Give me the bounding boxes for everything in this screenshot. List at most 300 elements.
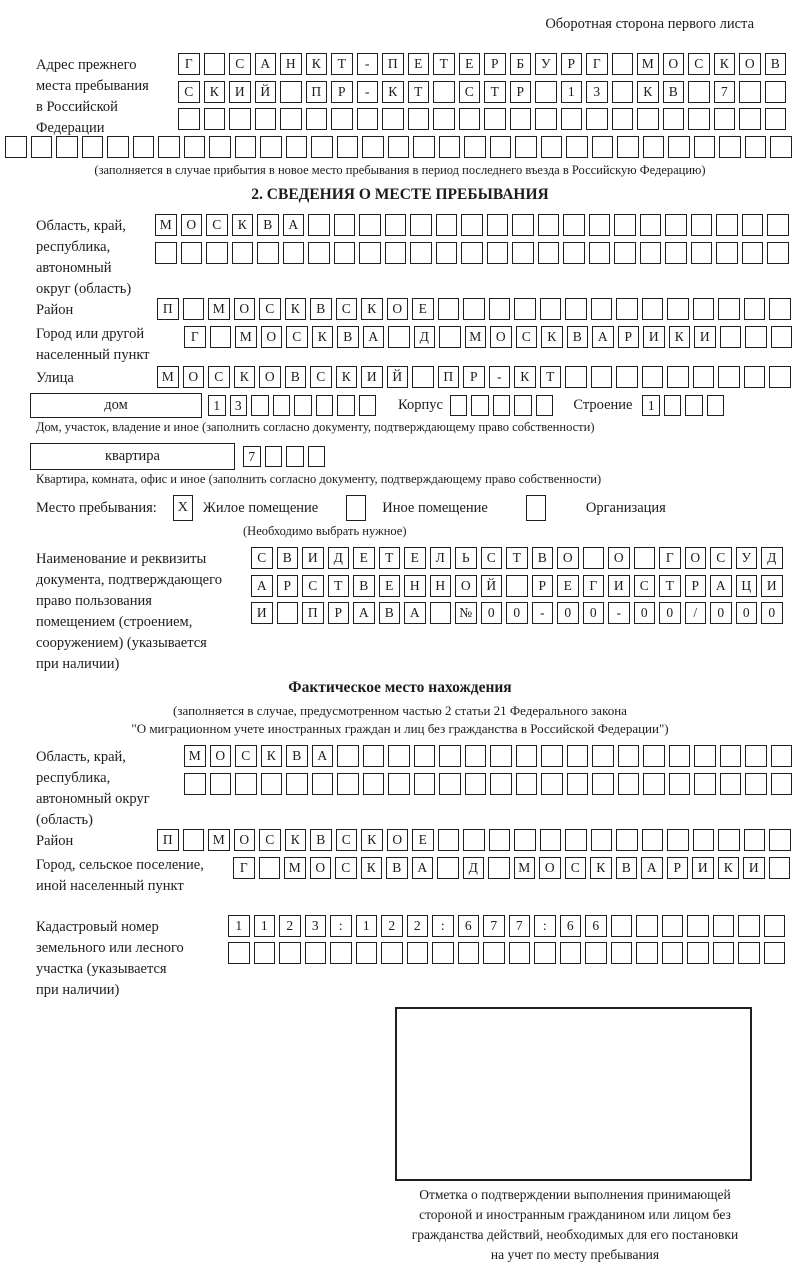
char-box bbox=[535, 108, 557, 130]
char-box bbox=[408, 108, 430, 130]
s3-raion-row bbox=[157, 829, 800, 851]
char-box bbox=[744, 829, 766, 851]
document-label: Наименование и реквизиты документа, подтверждающего право пользования помещением (строением, сооружением) (указывается при наличии) bbox=[36, 551, 222, 672]
char-box bbox=[5, 136, 27, 158]
prev-address-row-2 bbox=[178, 81, 800, 103]
char-box: С bbox=[336, 829, 358, 851]
char-box: 7 bbox=[483, 915, 505, 937]
char-box bbox=[667, 366, 689, 388]
char-box bbox=[560, 942, 582, 964]
char-box: С bbox=[229, 53, 251, 75]
char-box: Е bbox=[557, 575, 579, 597]
char-box bbox=[637, 108, 659, 130]
char-box: Н bbox=[280, 53, 302, 75]
char-box: Т bbox=[659, 575, 681, 597]
char-box bbox=[316, 395, 334, 416]
char-box bbox=[745, 326, 767, 348]
char-box bbox=[714, 108, 736, 130]
char-box bbox=[563, 242, 585, 264]
s2-oblast-label: Область, край, республика, автономный округ (область) bbox=[36, 218, 132, 297]
char-box bbox=[255, 108, 277, 130]
char-box bbox=[739, 81, 761, 103]
char-box bbox=[430, 602, 452, 624]
char-box bbox=[283, 242, 305, 264]
char-box: К bbox=[382, 81, 404, 103]
char-box: О bbox=[539, 857, 561, 879]
char-box bbox=[538, 214, 560, 236]
char-box bbox=[235, 773, 257, 795]
char-box: 3 bbox=[230, 395, 248, 416]
char-box bbox=[586, 108, 608, 130]
stamp-caption: Отметка о подтверждении выполнения принимающей стороной и иностранным гражданином или лицом без гражданства действий, необходимых для его постановки на учет по месту пребывания bbox=[411, 1186, 739, 1262]
char-box bbox=[155, 242, 177, 264]
char-box: В bbox=[663, 81, 685, 103]
char-box bbox=[515, 136, 537, 158]
char-box: М bbox=[235, 326, 257, 348]
char-box bbox=[436, 214, 458, 236]
stamp-area bbox=[395, 1007, 752, 1181]
s3-oblast-group bbox=[0, 745, 800, 829]
char-box bbox=[745, 745, 767, 767]
char-box: Е bbox=[412, 829, 434, 851]
char-box: И bbox=[692, 857, 714, 879]
char-box bbox=[490, 136, 512, 158]
char-box bbox=[516, 745, 538, 767]
char-box bbox=[184, 136, 206, 158]
char-box bbox=[308, 214, 330, 236]
char-box: К bbox=[514, 366, 536, 388]
char-box bbox=[385, 242, 407, 264]
char-box: Е bbox=[459, 53, 481, 75]
s2-gorod-row bbox=[184, 326, 800, 348]
prev-address-row-1 bbox=[178, 53, 800, 75]
char-box: Ь bbox=[455, 547, 477, 569]
char-box bbox=[337, 773, 359, 795]
char-box bbox=[764, 942, 786, 964]
s3-oblast-label: Область, край, республика, автономный округ (область) bbox=[36, 749, 150, 828]
mesto-label: Место пребывания: bbox=[36, 499, 157, 516]
char-box bbox=[769, 298, 791, 320]
prev-address-note: (заполняется в случае прибытия в новое место пребывания в период последнего въезда в Российскую Федерацию) bbox=[94, 163, 706, 177]
char-box bbox=[693, 366, 715, 388]
char-box: О bbox=[557, 547, 579, 569]
s2-raion-label: Район bbox=[36, 302, 74, 318]
char-box: В bbox=[567, 326, 589, 348]
char-box bbox=[407, 942, 429, 964]
char-box bbox=[279, 942, 301, 964]
char-box bbox=[414, 745, 436, 767]
char-box bbox=[178, 108, 200, 130]
char-box bbox=[720, 745, 742, 767]
char-box: К bbox=[361, 857, 383, 879]
char-box bbox=[183, 829, 205, 851]
char-box: О bbox=[387, 829, 409, 851]
kadastr-label: Кадастровый номер земельного или лесного участка (указывается при наличии) bbox=[36, 918, 184, 998]
char-box: / bbox=[685, 602, 707, 624]
char-box bbox=[294, 395, 312, 416]
section3-note-2: "О миграционном учете иностранных граждан и лиц без гражданства в Российской Федерации") bbox=[131, 721, 669, 736]
char-box bbox=[685, 395, 703, 416]
prev-address-label: Адрес прежнего места пребывания в Российской Федерации bbox=[36, 57, 149, 136]
char-box: А bbox=[412, 857, 434, 879]
char-box bbox=[592, 136, 614, 158]
char-box: В bbox=[337, 326, 359, 348]
char-box: Д bbox=[414, 326, 436, 348]
char-box bbox=[337, 136, 359, 158]
char-box: 0 bbox=[736, 602, 758, 624]
char-box: О bbox=[739, 53, 761, 75]
char-box bbox=[331, 108, 353, 130]
char-box: 7 bbox=[243, 446, 261, 467]
char-box: С bbox=[235, 745, 257, 767]
char-box: О bbox=[234, 298, 256, 320]
char-box: С bbox=[688, 53, 710, 75]
char-box bbox=[484, 108, 506, 130]
s2-dom-row bbox=[30, 393, 800, 418]
char-box bbox=[718, 829, 740, 851]
char-box bbox=[643, 773, 665, 795]
kvartira-caption: Квартира, комната, офис и иное (заполнить согласно документу, подтверждающему право собственности) bbox=[36, 472, 602, 486]
char-box: О bbox=[259, 366, 281, 388]
char-box bbox=[305, 942, 327, 964]
char-box bbox=[204, 108, 226, 130]
char-box bbox=[382, 108, 404, 130]
char-box bbox=[583, 547, 605, 569]
char-box bbox=[439, 136, 461, 158]
char-box bbox=[636, 915, 658, 937]
char-box: А bbox=[251, 575, 273, 597]
char-box: У bbox=[736, 547, 758, 569]
char-box: С bbox=[251, 547, 273, 569]
char-box bbox=[450, 395, 468, 416]
char-box: К bbox=[361, 298, 383, 320]
char-box: П bbox=[382, 53, 404, 75]
char-box bbox=[330, 942, 352, 964]
char-box bbox=[642, 829, 664, 851]
char-box: Б bbox=[510, 53, 532, 75]
char-box bbox=[636, 942, 658, 964]
char-box: 1 bbox=[642, 395, 660, 416]
char-box: К bbox=[541, 326, 563, 348]
char-box bbox=[538, 242, 560, 264]
char-box bbox=[612, 108, 634, 130]
kvartira-boxes bbox=[243, 446, 325, 467]
char-box: - bbox=[608, 602, 630, 624]
char-box: Е bbox=[412, 298, 434, 320]
char-box bbox=[506, 575, 528, 597]
char-box bbox=[514, 298, 536, 320]
char-box: С bbox=[459, 81, 481, 103]
char-box bbox=[767, 214, 789, 236]
char-box bbox=[640, 214, 662, 236]
char-box bbox=[716, 242, 738, 264]
char-box: М bbox=[184, 745, 206, 767]
char-box: А bbox=[353, 602, 375, 624]
char-box bbox=[438, 829, 460, 851]
char-box bbox=[433, 108, 455, 130]
char-box: Т bbox=[379, 547, 401, 569]
char-box bbox=[611, 915, 633, 937]
char-box bbox=[565, 366, 587, 388]
char-box bbox=[540, 298, 562, 320]
char-box bbox=[718, 298, 740, 320]
char-box: Р bbox=[618, 326, 640, 348]
char-box: И bbox=[694, 326, 716, 348]
char-box bbox=[739, 108, 761, 130]
s2-ulitsa-row bbox=[157, 366, 800, 388]
checkbox-inoe bbox=[346, 495, 366, 521]
s2-oblast-group bbox=[0, 214, 800, 298]
char-box bbox=[414, 773, 436, 795]
s3-gorod-row bbox=[233, 857, 800, 879]
char-box bbox=[738, 942, 760, 964]
char-box: Г bbox=[583, 575, 605, 597]
char-box bbox=[669, 745, 691, 767]
char-box: М bbox=[284, 857, 306, 879]
mesto-note: (Необходимо выбрать нужное) bbox=[243, 524, 407, 538]
char-box bbox=[663, 108, 685, 130]
char-box bbox=[668, 136, 690, 158]
char-box bbox=[707, 395, 725, 416]
char-box bbox=[280, 81, 302, 103]
char-box: Д bbox=[328, 547, 350, 569]
char-box: И bbox=[251, 602, 273, 624]
char-box bbox=[563, 214, 585, 236]
char-box: 0 bbox=[710, 602, 732, 624]
char-box bbox=[438, 298, 460, 320]
char-box bbox=[210, 326, 232, 348]
char-box: О bbox=[181, 214, 203, 236]
char-box bbox=[642, 366, 664, 388]
char-box bbox=[565, 298, 587, 320]
section3-note-1: (заполняется в случае, предусмотренном частью 2 статьи 21 Федерального закона bbox=[173, 703, 627, 718]
char-box bbox=[567, 773, 589, 795]
char-box bbox=[687, 915, 709, 937]
char-box: О bbox=[183, 366, 205, 388]
char-box: Т bbox=[506, 547, 528, 569]
checkbox-organizatsiya bbox=[526, 495, 546, 521]
char-box bbox=[265, 446, 283, 467]
checkbox-zhiloe: Х bbox=[173, 495, 193, 521]
char-box: Й bbox=[255, 81, 277, 103]
char-box: В bbox=[353, 575, 375, 597]
char-box: Р bbox=[331, 81, 353, 103]
char-box bbox=[589, 242, 611, 264]
char-box bbox=[209, 136, 231, 158]
char-box: Г bbox=[233, 857, 255, 879]
char-box: К bbox=[312, 326, 334, 348]
char-box: П bbox=[302, 602, 324, 624]
char-box bbox=[616, 829, 638, 851]
char-box: : bbox=[330, 915, 352, 937]
char-box: С bbox=[481, 547, 503, 569]
char-box: Р bbox=[561, 53, 583, 75]
char-box: 1 bbox=[356, 915, 378, 937]
char-box: 3 bbox=[586, 81, 608, 103]
char-box bbox=[718, 366, 740, 388]
s2-ulitsa-label: Улица bbox=[36, 369, 74, 386]
s3-oblast-row-1 bbox=[184, 745, 800, 767]
char-box: С bbox=[178, 81, 200, 103]
s3-raion-group bbox=[0, 829, 800, 851]
char-box bbox=[771, 326, 793, 348]
char-box: 7 bbox=[714, 81, 736, 103]
char-box: Д bbox=[463, 857, 485, 879]
char-box: О bbox=[608, 547, 630, 569]
option-organizatsiya-label: Организация bbox=[585, 499, 666, 516]
char-box bbox=[363, 773, 385, 795]
char-box bbox=[257, 242, 279, 264]
char-box: Т bbox=[540, 366, 562, 388]
kadastr-row-2 bbox=[228, 942, 800, 964]
char-box: 6 bbox=[585, 915, 607, 937]
char-box: К bbox=[306, 53, 328, 75]
char-box bbox=[493, 395, 511, 416]
char-box bbox=[769, 857, 791, 879]
char-box: В bbox=[286, 745, 308, 767]
char-box bbox=[618, 773, 640, 795]
char-box bbox=[388, 326, 410, 348]
document-row-2 bbox=[251, 575, 800, 597]
char-box bbox=[306, 108, 328, 130]
char-box bbox=[767, 242, 789, 264]
char-box bbox=[357, 108, 379, 130]
char-box: Г bbox=[184, 326, 206, 348]
char-box bbox=[487, 242, 509, 264]
document-group bbox=[0, 547, 800, 672]
char-box bbox=[720, 326, 742, 348]
char-box bbox=[770, 136, 792, 158]
char-box bbox=[687, 942, 709, 964]
char-box bbox=[612, 53, 634, 75]
char-box bbox=[643, 745, 665, 767]
char-box bbox=[745, 773, 767, 795]
char-box bbox=[693, 298, 715, 320]
char-box: Г bbox=[659, 547, 681, 569]
char-box bbox=[765, 81, 787, 103]
char-box bbox=[204, 53, 226, 75]
char-box: В bbox=[386, 857, 408, 879]
char-box bbox=[413, 136, 435, 158]
char-box: М bbox=[465, 326, 487, 348]
char-box bbox=[465, 773, 487, 795]
char-box bbox=[311, 136, 333, 158]
char-box: А bbox=[312, 745, 334, 767]
char-box bbox=[662, 915, 684, 937]
char-box: О bbox=[387, 298, 409, 320]
char-box bbox=[616, 366, 638, 388]
char-box bbox=[412, 366, 434, 388]
char-box: С bbox=[565, 857, 587, 879]
char-box bbox=[713, 942, 735, 964]
char-box bbox=[541, 745, 563, 767]
char-box bbox=[277, 602, 299, 624]
char-box: В bbox=[310, 829, 332, 851]
mesto-row bbox=[36, 495, 800, 521]
char-box: К bbox=[285, 298, 307, 320]
char-box: 6 bbox=[560, 915, 582, 937]
char-box bbox=[514, 829, 536, 851]
char-box bbox=[439, 326, 461, 348]
char-box bbox=[745, 136, 767, 158]
char-box bbox=[273, 395, 291, 416]
char-box: И bbox=[361, 366, 383, 388]
char-box: О bbox=[663, 53, 685, 75]
char-box bbox=[432, 942, 454, 964]
char-box: С bbox=[259, 829, 281, 851]
char-box bbox=[210, 773, 232, 795]
char-box: 0 bbox=[506, 602, 528, 624]
char-box bbox=[688, 108, 710, 130]
char-box bbox=[612, 81, 634, 103]
char-box: С bbox=[335, 857, 357, 879]
char-box: 6 bbox=[458, 915, 480, 937]
char-box bbox=[337, 395, 355, 416]
char-box bbox=[691, 214, 713, 236]
char-box bbox=[436, 242, 458, 264]
char-box bbox=[713, 915, 735, 937]
s2-gorod-label: Город или другой населенный пункт bbox=[36, 325, 150, 363]
char-box bbox=[251, 395, 269, 416]
char-box bbox=[591, 829, 613, 851]
char-box bbox=[591, 298, 613, 320]
char-box bbox=[665, 214, 687, 236]
char-box: Р bbox=[532, 575, 554, 597]
char-box: Т bbox=[484, 81, 506, 103]
char-box bbox=[669, 773, 691, 795]
char-box: В bbox=[532, 547, 554, 569]
char-box bbox=[410, 214, 432, 236]
char-box bbox=[667, 829, 689, 851]
char-box bbox=[720, 773, 742, 795]
char-box: А bbox=[255, 53, 277, 75]
char-box bbox=[463, 298, 485, 320]
s3-gorod-label: Город, сельское поселение, иной населенный пункт bbox=[36, 856, 204, 894]
char-box bbox=[667, 298, 689, 320]
char-box bbox=[385, 214, 407, 236]
document-row-3 bbox=[251, 602, 800, 624]
char-box bbox=[618, 745, 640, 767]
char-box: Н bbox=[404, 575, 426, 597]
kadastr-row-1 bbox=[228, 915, 800, 937]
char-box bbox=[490, 773, 512, 795]
char-box bbox=[509, 942, 531, 964]
char-box bbox=[459, 108, 481, 130]
char-box: С bbox=[206, 214, 228, 236]
char-box: М bbox=[155, 214, 177, 236]
char-box bbox=[585, 942, 607, 964]
char-box: 1 bbox=[228, 915, 250, 937]
char-box: П bbox=[306, 81, 328, 103]
char-box: О bbox=[455, 575, 477, 597]
char-box bbox=[334, 214, 356, 236]
char-box: А bbox=[592, 326, 614, 348]
char-box bbox=[744, 366, 766, 388]
char-box bbox=[565, 829, 587, 851]
char-box bbox=[489, 298, 511, 320]
char-box bbox=[769, 366, 791, 388]
char-box: С bbox=[516, 326, 538, 348]
char-box: И bbox=[608, 575, 630, 597]
char-box bbox=[617, 136, 639, 158]
document-row-1 bbox=[251, 547, 800, 569]
s2-oblast-row-1 bbox=[155, 214, 800, 236]
char-box: 1 bbox=[208, 395, 226, 416]
prev-address-group bbox=[0, 53, 800, 158]
char-box bbox=[694, 745, 716, 767]
char-box: Е bbox=[408, 53, 430, 75]
char-box bbox=[490, 745, 512, 767]
